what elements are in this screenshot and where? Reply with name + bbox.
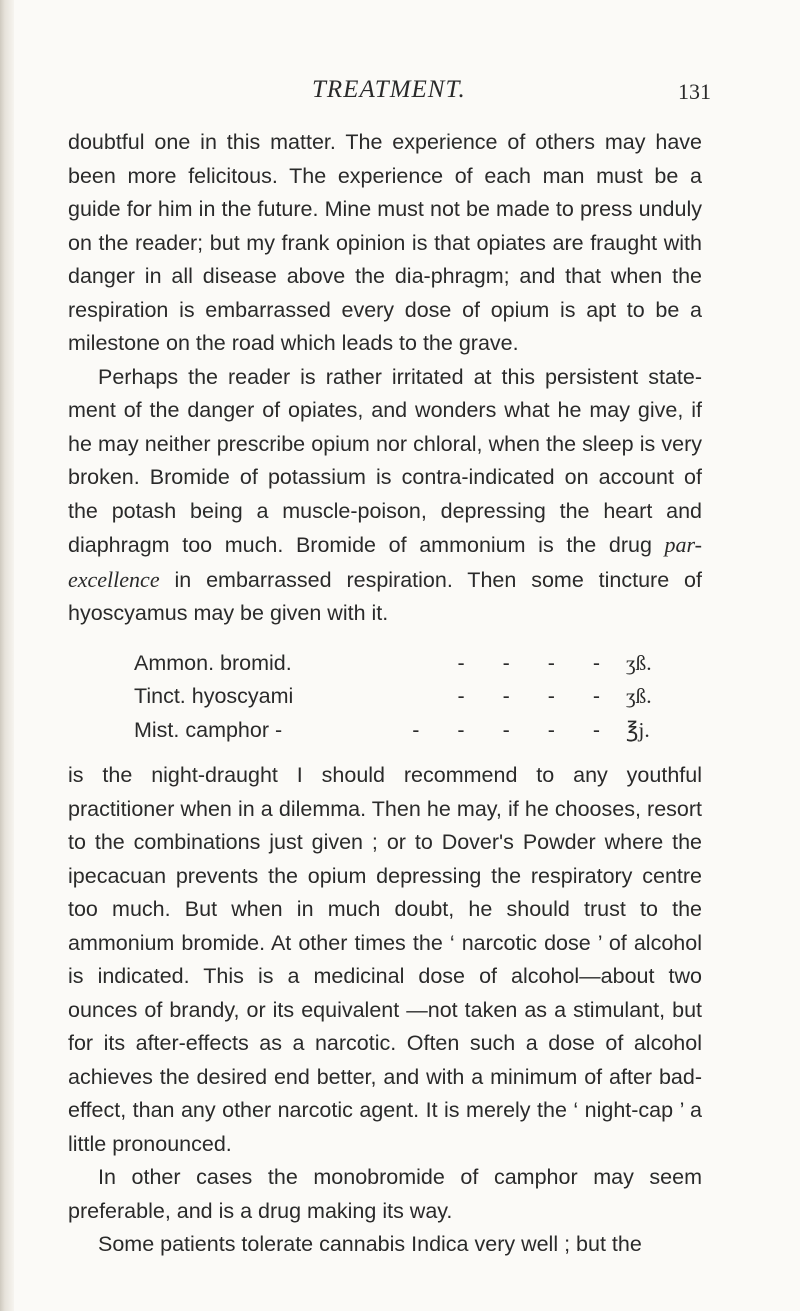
- recipe-line: [134, 714, 674, 748]
- body-text: [68, 126, 702, 1262]
- recipe-leader: - - - -: [457, 684, 616, 708]
- page-header: [0, 76, 800, 116]
- recipe-line: [134, 680, 674, 714]
- paragraph-2-text-end: in embarrassed respiration. Then some tincture of hyoscyamus may be given with it.: [68, 567, 702, 625]
- paragraph-2-text-start: Perhaps the reader is rather irritated at this persistent state-ment of the danger of opiates, and wonders what he may give, if he may neither prescribe opium nor chloral, when the sleep is very broken. Bromide of potassium is contra-indicated on account of the potash being a muscle-poison, depressing the heart and diaphragm too much. Bromide of ammonium is the drug: [68, 364, 702, 557]
- running-head: TREATMENT.: [312, 76, 466, 103]
- page-number: 131: [678, 79, 711, 104]
- recipe-ingredient: Mist. camphor -: [134, 717, 283, 742]
- paragraph-3: is the night-draught I should recommend to any youthful practitioner when in a dilemma. Then he may, if he chooses, resort to the combinations just given ; or to Dover's Powder where the ipecacuan prevents the opium depressing the respiratory centre too much. But when in much doubt, he should trust to the ammonium bromide. At other times the ‘ narcotic dose ’ of alcohol is indicated. This is a medicinal dose of alcohol—about two ounces of brandy, or its equivalent —not taken as a stimulant, but for its after-effects as a narcotic. Often such a dose of alcohol achieves the desired end better, and with a minimum of after bad-effect, than any other narcotic agent. It is merely the ‘ night-cap ’ a little pronounced.: [68, 763, 702, 1156]
- recipe-quantity: ʒß.: [626, 650, 652, 675]
- recipe-leader: - - - - -: [412, 717, 616, 742]
- recipe-leader: - - - -: [457, 650, 616, 675]
- recipe-ingredient: Tinct. hyoscyami: [134, 684, 294, 708]
- paragraph-5: Some patients tolerate cannabis Indica very well ; but the: [98, 1232, 642, 1256]
- page-binding-edge: [0, 0, 14, 1311]
- paragraph-2: [68, 361, 702, 631]
- recipe-ingredient: Ammon. bromid.: [134, 650, 292, 675]
- italic-phrase: par-excellence: [68, 532, 702, 592]
- recipe-quantity: ʒß.: [626, 684, 652, 708]
- recipe-line: [134, 647, 674, 681]
- prescription-recipe: [68, 647, 702, 748]
- paragraph-1: doubtful one in this matter. The experience of others may have been more felicitous. The experience of each man must be a guide for him in the future. Mine must not be made to press unduly on the reader; but my frank opinion is that opiates are fraught with danger in all disease above the dia-phragm; and that when the respiration is embarrassed every dose of opium is apt to be a milestone on the road which leads to the grave.: [68, 130, 702, 355]
- paragraph-4: In other cases the monobromide of camphor may seem preferable, and is a drug making its way.: [68, 1165, 702, 1223]
- recipe-quantity: ℥j.: [626, 717, 650, 742]
